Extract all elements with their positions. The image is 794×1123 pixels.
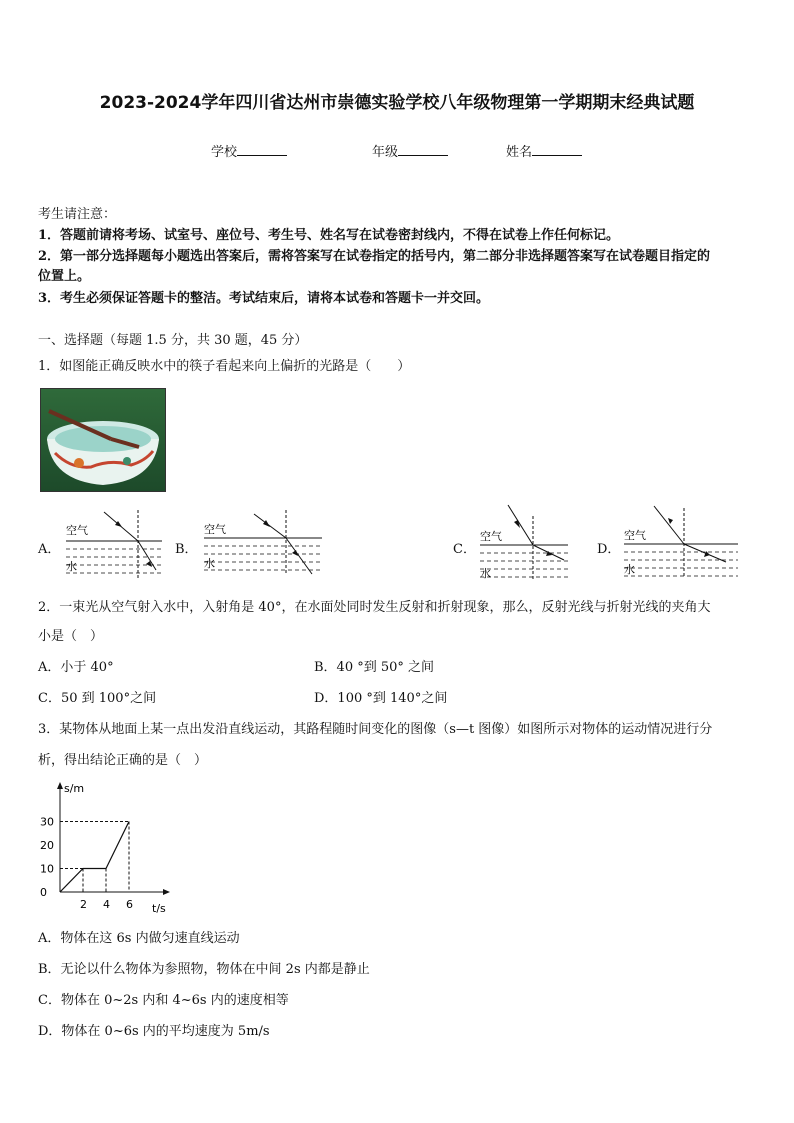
question-3-option-d: D．物体在 0~6s 内的平均速度为 5m/s bbox=[38, 1024, 270, 1039]
y-axis-label: s/m bbox=[64, 782, 85, 795]
notice-heading: 考生请注意： bbox=[38, 207, 117, 222]
option-b-diagram bbox=[198, 508, 328, 583]
question-2-stem-cont: 小是（ ） bbox=[38, 629, 104, 644]
y-tick-label: 0 bbox=[40, 886, 47, 899]
option-d-diagram bbox=[618, 500, 743, 585]
notice-item: 1．答题前请将考场、试室号、座位号、考生号、姓名写在试卷密封线内，不得在试卷上作任何标记。 bbox=[38, 228, 620, 243]
option-b-air-label: 空气 bbox=[204, 523, 226, 536]
x-tick-label: 6 bbox=[126, 898, 133, 911]
question-2-stem: 2．一束光从空气射入水中，入射角是 40°，在水面处同时发生反射和折射现象，那么，反射光线与折射光线的夹角大 bbox=[38, 600, 711, 615]
page-title: 2023-2024学年四川省达州市崇德实验学校八年级物理第一学期期末经典试题 bbox=[99, 93, 695, 113]
option-c-water-label: 水 bbox=[480, 567, 491, 580]
option-a-letter: A． bbox=[38, 542, 61, 557]
question-3-stem: 3．某物体从地面上某一点出发沿直线运动，其路程随时间变化的图像（s—t 图像）如图所示对物体的运动情况进行分 bbox=[38, 722, 713, 737]
x-tick-label: 2 bbox=[80, 898, 87, 911]
question-3-option-b: B．无论以什么物体为参照物，物体在中间 2s 内都是静止 bbox=[38, 962, 370, 977]
option-c-letter: C． bbox=[453, 542, 476, 557]
name-field: 姓名 bbox=[506, 141, 582, 160]
option-a-diagram bbox=[60, 508, 170, 583]
series-line bbox=[60, 822, 129, 893]
question-2-option-a: A．小于 40° bbox=[38, 660, 114, 675]
option-b-letter: B． bbox=[175, 542, 198, 557]
x-axis-label: t/s bbox=[152, 902, 166, 915]
option-c-air-label: 空气 bbox=[480, 530, 502, 543]
question-2-option-b: B．40 °到 50° 之间 bbox=[314, 660, 435, 675]
option-b-water-label: 水 bbox=[204, 557, 215, 570]
y-tick-label: 20 bbox=[40, 839, 54, 852]
s-t-graph bbox=[38, 780, 178, 918]
x-axis-arrow bbox=[163, 889, 170, 895]
y-axis-arrow bbox=[57, 782, 63, 789]
question-3-option-a: A．物体在这 6s 内做匀速直线运动 bbox=[38, 931, 240, 946]
y-tick-label: 30 bbox=[40, 815, 54, 829]
question-3-stem-cont: 析，得出结论正确的是（ ） bbox=[38, 753, 208, 768]
question-3-option-c: C．物体在 0~2s 内和 4~6s 内的速度相等 bbox=[38, 993, 289, 1008]
question-2-option-c: C．50 到 100°之间 bbox=[38, 691, 157, 706]
option-a-air-label: 空气 bbox=[66, 524, 88, 537]
question-2-option-d: D．100 °到 140°之间 bbox=[314, 691, 448, 706]
option-d-air-label: 空气 bbox=[624, 529, 646, 542]
option-c-diagram bbox=[474, 500, 574, 585]
option-a-water-label: 水 bbox=[66, 560, 77, 573]
x-tick-label: 4 bbox=[103, 898, 110, 911]
question-1-stem: 1．如图能正确反映水中的筷子看起来向上偏折的光路是（ ） bbox=[38, 359, 411, 374]
notice-item: 3．考生必须保证答题卡的整洁。考试结束后，请将本试卷和答题卡一并交回。 bbox=[38, 291, 490, 306]
y-tick-label: 10 bbox=[40, 862, 54, 876]
notice-item: 位置上。 bbox=[38, 269, 91, 284]
option-d-letter: D． bbox=[597, 542, 621, 557]
notice-item: 2．第一部分选择题每小题选出答案后，需将答案写在试卷指定的括号内，第二部分非选择题答案写在试卷题目指定的 bbox=[38, 249, 711, 264]
chopstick-bowl-photo bbox=[40, 388, 166, 492]
option-d-water-label: 水 bbox=[624, 563, 635, 576]
school-field: 学校 bbox=[211, 141, 287, 160]
grade-field: 年级 bbox=[372, 141, 448, 160]
section-heading: 一、选择题（每题 1.5 分，共 30 题，45 分） bbox=[38, 333, 308, 348]
